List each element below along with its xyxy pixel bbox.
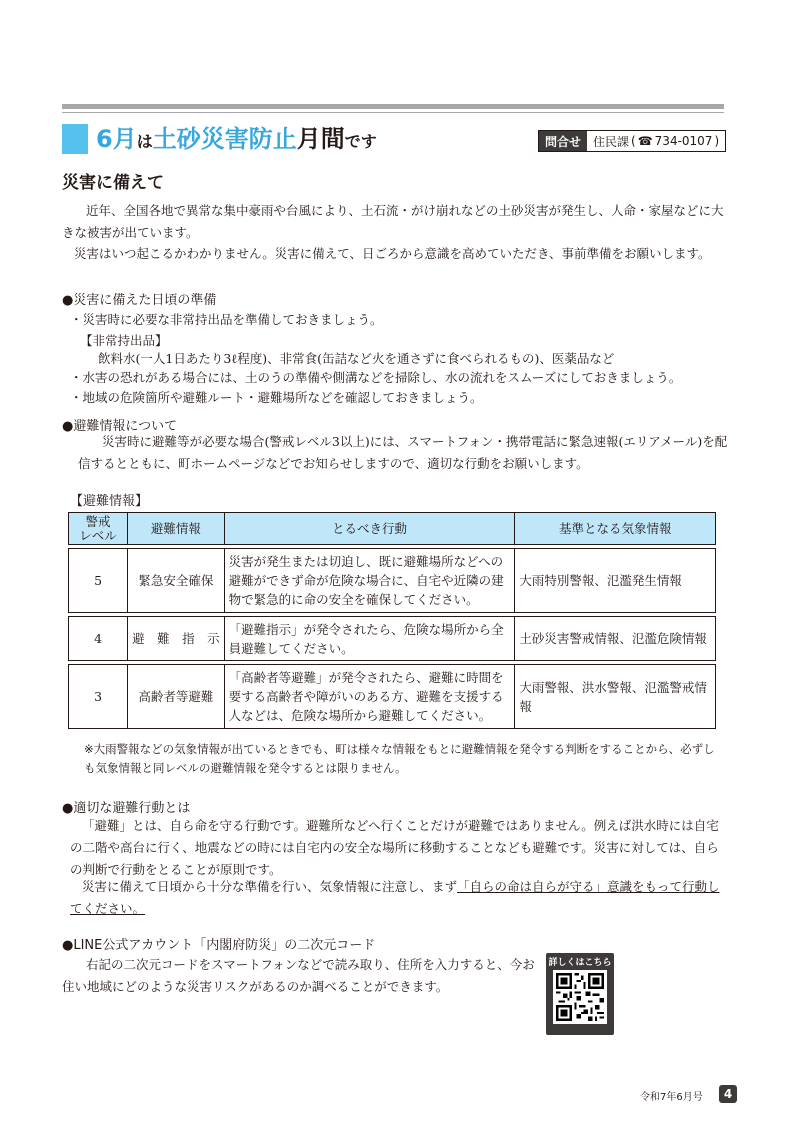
table-header-row	[69, 513, 716, 545]
title-desu: です	[344, 132, 377, 151]
header-info: 避難情報	[128, 513, 225, 545]
appropriate-paragraph-1: 「避難」とは、自ら命を守る行動です。避難所などへ行くことだけが避難ではありません。例えば洪水時には自宅の二階や高台に行く、地震などの時には自宅内の安全な場所に移動することなども避難です。災害に対しては、自らの判断で行動をとることが原則です。	[70, 818, 719, 877]
row-level: 5	[69, 549, 128, 613]
title-ha: は	[136, 132, 153, 151]
row-info: 緊急安全確保	[128, 549, 225, 613]
appropriate-p2-underline: 「自らの命は自らが守る」意識をもって行動してください。	[70, 879, 720, 916]
row-action: 「高齢者等避難」が発令されたら、避難に時間を要する高齢者や障がいのある方、避難を支援する人などは、危険な場所から避難してください。	[224, 665, 515, 729]
intro-paragraph-1: 近年、全国各地で異常な集中豪雨や台風により、土石流・がけ崩れなどの土砂災害が発生し、人命・家屋などに大きな被害が出ています。	[62, 203, 724, 240]
page-number: 4	[719, 1085, 737, 1103]
title-main: 土砂災害防止	[152, 125, 297, 153]
preparation-line-2: 【非常持出品】	[80, 333, 168, 348]
page-title	[96, 122, 377, 159]
top-rule	[62, 104, 724, 109]
issue-label: 令和7年6月号	[640, 1092, 703, 1103]
table-note: ※大雨警報などの気象情報が出ているときでも、町は様々な情報をもとに避難情報を発令する判断をすることから、必ずしも気象情報と同レベルの避難情報を発令するとは限りません。	[84, 742, 715, 775]
line-heading: ●LINE公式アカウント「内閣府防災」の二次元コード	[62, 938, 376, 953]
preparation-line-4: ・水害の恐れがある場合には、土のうの準備や側溝などを掃除し、水の流れをスムーズにしておきましょう。	[70, 370, 682, 385]
title-accent-bar	[62, 124, 88, 154]
section-title: 災害に備えて	[62, 173, 164, 193]
qr-code-icon[interactable]	[553, 970, 607, 1024]
preparation-line-3: 飲料水(一人1日あたり3ℓ程度)、非常食(缶詰など火を通さずに食べられるもの)、医薬品など	[98, 351, 615, 366]
header-action: とるべき行動	[224, 513, 515, 545]
contact-label: 問合せ	[539, 131, 587, 151]
evacuation-table	[68, 512, 716, 729]
intro-paragraph-2: 災害はいつ起こるかわかりません。災害に備えて、日ごろから意識を高めていただき、事前準備をお願いします。	[74, 246, 711, 261]
row-level: 4	[69, 617, 128, 661]
header-weather: 基準となる気象情報	[515, 513, 716, 545]
appropriate-heading: ●適切な避難行動とは	[62, 801, 191, 816]
evacuation-heading: ●避難情報について	[62, 419, 178, 434]
row-info: 高齢者等避難	[128, 665, 225, 729]
evacuation-text: 災害時に避難等が必要な場合(警戒レベル3以上)には、スマートフォン・携帯電話に緊急速報(エリアメール)を配信するとともに、町ホームページなどでお知らせしますので、適切な行動をお願いします。	[78, 434, 728, 471]
row-weather: 大雨警報、洪水警報、氾濫警戒情報	[515, 665, 716, 729]
preparation-line-5: ・地域の危険箇所や避難ルート・避難場所などを確認しておきましょう。	[70, 390, 483, 405]
title-month: 6月	[96, 125, 137, 153]
row-weather: 大雨特別警報、氾濫発生情報	[515, 549, 716, 613]
table-row	[69, 665, 716, 729]
qr-label: 詳しくはこちら	[548, 958, 612, 968]
table-row	[69, 549, 716, 613]
contact-info: 住民課 ( ☎ 734-0107 )	[593, 134, 720, 149]
line-text: 右記の二次元コードをスマートフォンなどで読み取り、住所を入力すると、今お住い地域にどのような災害リスクがあるのか調べることができます。	[62, 957, 535, 994]
header-level: 警戒 レベル	[69, 513, 128, 545]
contact-box	[538, 130, 726, 152]
row-level: 3	[69, 665, 128, 729]
table-row	[69, 617, 716, 661]
top-rule-thin	[62, 112, 724, 113]
table-caption: 【避難情報】	[70, 494, 149, 509]
preparation-line-1: ・災害時に必要な非常持出品を準備しておきましょう。	[70, 312, 383, 327]
row-weather: 土砂災害警戒情報、氾濫危険情報	[515, 617, 716, 661]
row-info: 避 難 指 示	[128, 617, 225, 661]
row-action: 災害が発生または切迫し、既に避難場所などへの避難ができず命が危険な場合に、自宅や近隣の建物で緊急的に命の安全を確保してください。	[224, 549, 515, 613]
qr-code-panel[interactable]	[546, 953, 614, 1035]
contact-dept: 住民課	[593, 134, 630, 149]
title-period: 月間	[296, 125, 345, 153]
contact-phone: 734-0107	[654, 134, 713, 148]
preparation-heading: ●災害に備えた日頃の準備	[62, 293, 217, 308]
appropriate-paragraph-2	[70, 876, 728, 920]
phone-icon: ☎	[637, 134, 653, 148]
appropriate-p2-text: 災害に備えて日頃から十分な準備を行い、気象情報に注意し、まず	[82, 879, 458, 894]
row-action: 「避難指示」が発令されたら、危険な場所から全員避難してください。	[224, 617, 515, 661]
